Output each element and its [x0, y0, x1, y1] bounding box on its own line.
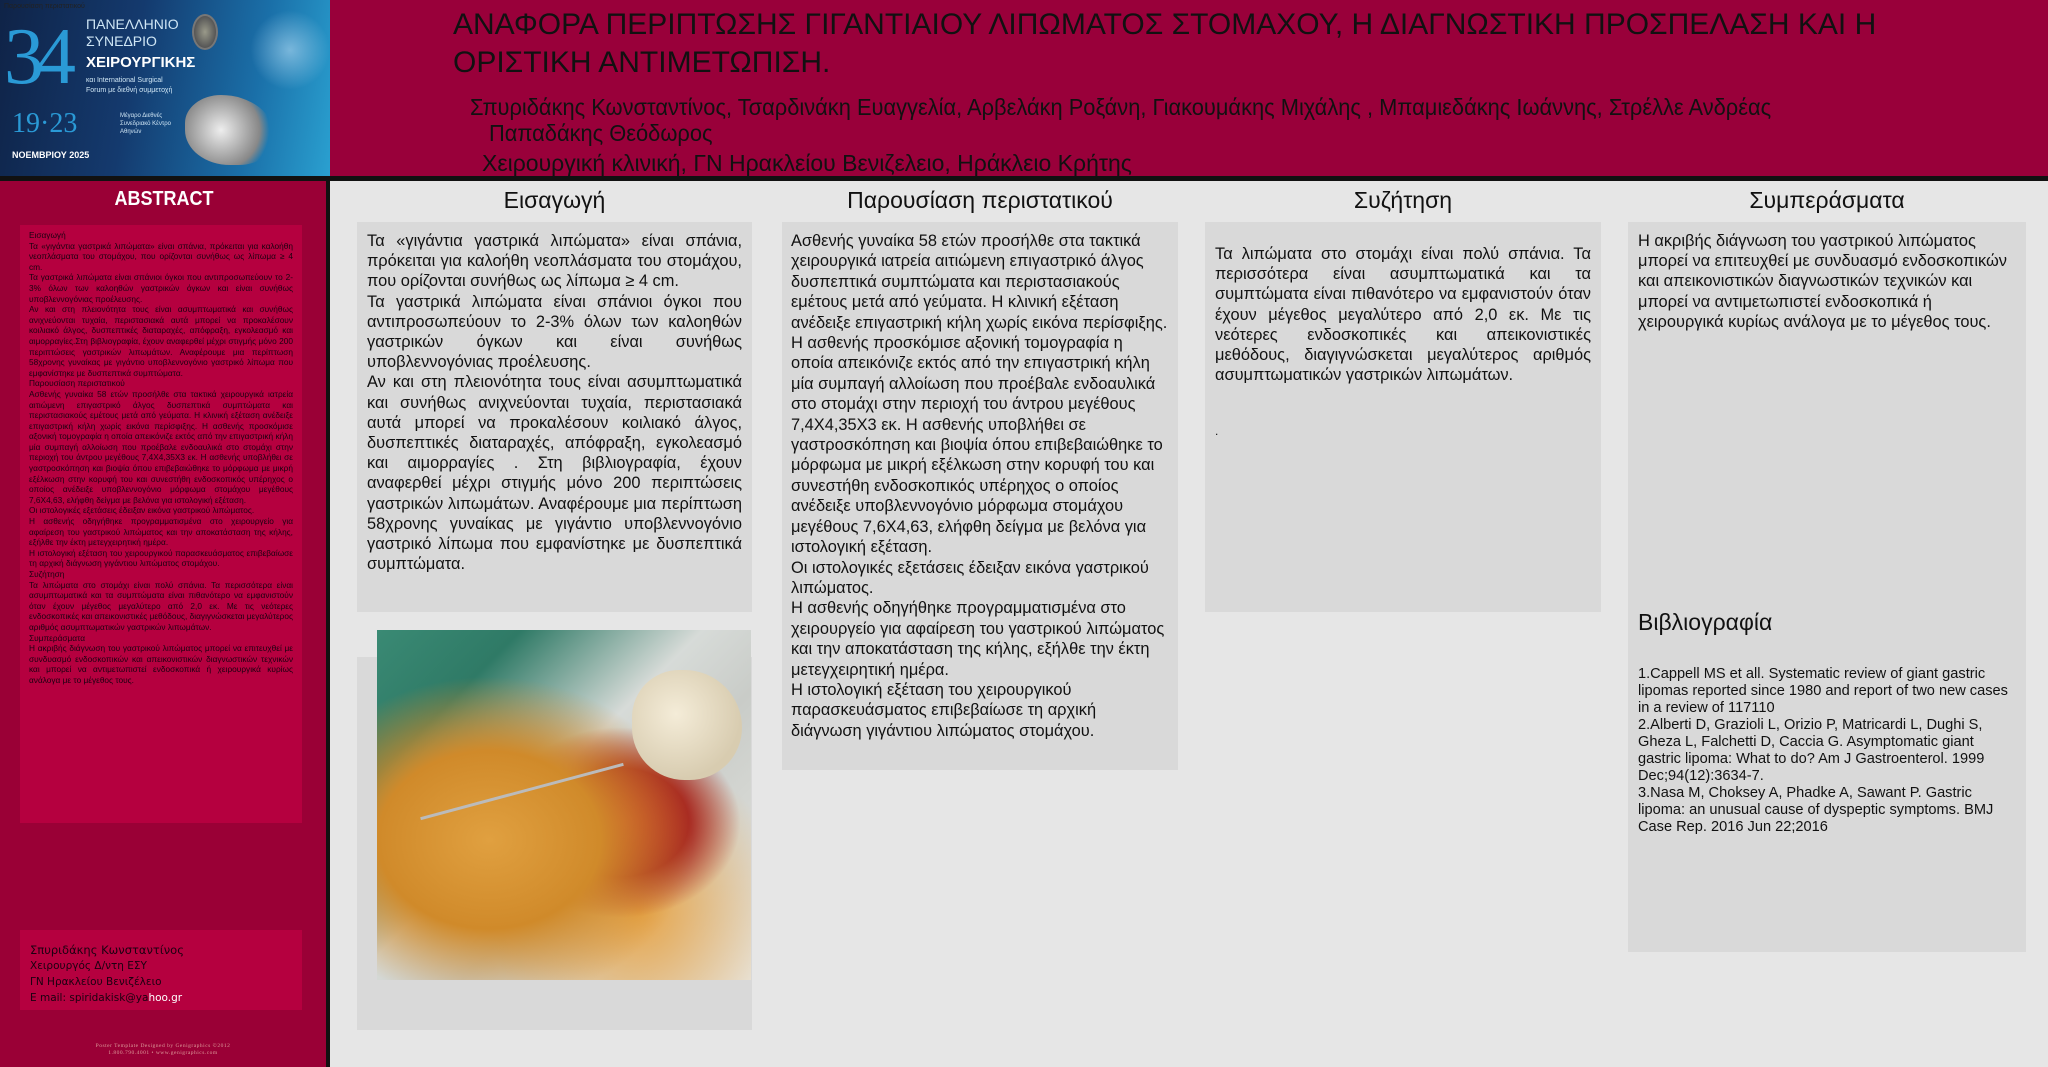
- conference-banner-logo: [0, 0, 330, 176]
- conclusions-panel: [1628, 222, 2026, 952]
- abstract-box: [20, 225, 302, 823]
- abstract-paragraph: Αν και στη πλειονότητα τους είναι ασυμπτωματικά και συνήθως ανιχνεύονται τυχαία, περιστασιακά αυτά μπορεί να προκαλέσουν κοιλιακό άλγος, δυσπεπτικές διαταραχές, απόφραξη, εγκολεασμό και αιμορραγίες.Στη βιβλιογραφία, έχουν αναφερθεί μέχρι στιγμής μόνο 200 περιπτώσεις γαστρικών λιπωμάτων. Αναφέρουμε μια περίπτωση 58χρονης γυναίκας με γιγάντιο υποβλεννογόνιο γαστρικό λίπωμα που εμφανίστηκε με δυσπεπτικά συμπτώματα.: [29, 304, 293, 378]
- sidebar-divider: [326, 181, 330, 1067]
- abstract-paragraph: Εισαγωγή: [29, 230, 66, 240]
- reference-item: 3.Nasa M, Choksey A, Phadke A, Sawant P. Gastric lipoma: an unusual cause of dyspeptic symptoms. BMJ Case Rep. 2016 Jun 22;2016: [1638, 785, 1994, 835]
- abstract-paragraph: Παρουσίαση περιστατικού: [29, 378, 125, 389]
- intro-paragraph: Τα «γιγάντια γαστρικά λιπώματα» είναι σπάνια, πρόκειται για καλοήθη νεοπλάσματα του στομάχου, που ορίζονται συνήθως ως λίπωμα ≥ 4 cm.: [367, 232, 742, 291]
- case-paragraph: Ασθενής γυναίκα 58 ετών προσήλθε στα τακτικά χειρουργικά ιατρεία αιτιώμενη επιγαστρικό άλγος δυσπεπτικά συμπτώματα και περιστασιακούς εμέτους μετά από γεύματα. Η κλινική εξέταση ανέδειξε επιγαστρική κήλη χωρίς εικόνα περίσφιξης. Η ασθενής προσκόμισε αξονική τομογραφία η οποία απεικόνιζε εκτός από την επιγαστρική κήλη μία συμπαγή αλλοίωση που προέβαλε ενδοαυλικά στο στομάχι στην περιοχή του άντρου μεγέθους 7,4Χ4,35Χ3 εκ. Η ασθενής υποβλήθει σε γαστροσκόπηση και βιοψία όπου επιβεβαιώθηκε το μόρφωμα με μικρή εξέλκωση στην κορυφή του και συνεστήθη ενδοσκοπικός υπέρηχος ο οποίος ανέδειξε υποβλεννογόνιο μόρφωμα στομάχου μεγέθους 7,6Χ4,63, ελήφθη δείγμα με βελόνα για ιστολογική εξέταση.: [791, 232, 1168, 557]
- discussion-paragraph: Τα λιπώματα στο στομάχι είναι πολύ σπάνια. Τα περισσότερα είναι ασυμπτωματικά και τα συμπτώματα είναι πιθανότερο να εμφανιστούν όταν έχουν μέγεθος μεγαλύτερο από 2,0 εκ. Με τις νεότερες ενδοσκοπικές και απεικονιστικές μεθόδους, διαγιγνώσκεται μεγαλύτερος αριθμός ασυμπτωματικών γαστρικών λιπωμάτων.: [1215, 245, 1591, 385]
- contact-email[interactable]: E mail: spiridakisk@yahoo.gr: [30, 992, 183, 1004]
- case-paragraph: Η ιστολογική εξέταση του χειρουργικού παρασκευάσματος επιβεβαίωσε τη αρχική διάγνωση γιγάντιου λιπώματος στομάχου.: [791, 680, 1097, 740]
- poster-title: ΑΝΑΦΟΡΑ ΠΕΡΙΠΤΩΣΗΣ ΓΙΓΑΝΤΙΑΙΟΥ ΛΙΠΩΜΑΤΟΣ ΣΤΟΜΑΧΟΥ, Η ΔΙΑΓΝΩΣΤΙΚΗ ΠΡΟΣΠΕΛΑΣΗ ΚΑΙ Η ΟΡΙΣΤΙΚΗ ΑΝΤΙΜΕΤΩΠΙΣΗ.: [453, 8, 1877, 79]
- digital-hand-graphic: [250, 10, 330, 90]
- conclusions-heading: Συμπεράσματα: [1749, 187, 1905, 213]
- references-list: [1638, 666, 2016, 836]
- abstract-paragraph: Η ιστολογική εξέταση του χειρουργικού παρασκευάσματος επιβεβαίωσε τη αρχική διάγνωση γιγάντιου λιπώματος στομάχου.: [29, 547, 293, 569]
- contact-hospital: ΓΝ Ηρακλείου Βενιζέλειο: [30, 976, 162, 988]
- intro-paragraph: Αν και στη πλειονότητα τους είναι ασυμπτωματικά και συνήθως ανιχνεύονται τυχαία, περιστασιακά αυτά μπορεί να προκαλέσουν κοιλιακό άλγος, δυσπεπτικές διαταραχές, απόφραξη, εγκολεασμό και αιμορραγίες . Στη βιβλιογραφία, έχουν αναφερθεί μέχρι στιγμής μόνο 200 περιπτώσεις γαστρικών λιπωμάτων. Αναφέρουμε μια περίπτωση 58χρονης γυναίκας με γιγάντιο υποβλεννογόνιο γαστρικό λίπωμα που εμφανίστηκε με δυσπεπτικά συμπτώματα.: [367, 373, 742, 574]
- case-paragraph: Οι ιστολογικές εξετάσεις έδειξαν εικόνα γαστρικού λιπώματος.: [791, 558, 1149, 597]
- contact-box: [20, 930, 302, 1010]
- abstract-paragraph: Η ακριβής διάγνωση του γαστρικού λιπώματος μπορεί να επιτευχθεί με συνδυασμό ενδοσκοπικών και απεικονιστικών διαγνωστικών τεχνικών και μπορεί να αντιμετωπιστεί ενδοσκοπικά ή χειρουργικά κυρίως ανάλογα με το μέγεθος τους.: [29, 643, 293, 685]
- abstract-paragraph: Οι ιστολογικές εξετάσεις έδειξαν εικόνα γαστρικού λιπώματος.: [29, 505, 255, 516]
- contact-role: Χειρουργός Δ/ντη ΕΣΥ: [30, 960, 147, 972]
- case-panel: [782, 222, 1178, 770]
- banner-overlay-text: Παρουσίαση περιστατικού: [4, 3, 85, 10]
- references-heading: Βιβλιογραφία: [1638, 609, 1773, 635]
- affiliation: Χειρουργική κλινική, ΓΝ Ηρακλείου Βενιζελειο, Ηράκλειο Κρήτης: [482, 150, 1132, 176]
- case-paragraph: Η ασθενής οδηγήθηκε προγραμματισμένα στο χειρουργείο για αφαίρεση του γαστρικού λιπώματος και την αποκατάσταση της κήλης, εξήλθε την έκτη μετεγχειρητική ημέρα.: [791, 599, 1165, 679]
- discussion-heading: Συζήτηση: [1353, 187, 1453, 213]
- congress-line1: ΠΑΝΕΛΛΗΝΙΟ ΣΥΝΕΔΡΙΟ: [86, 16, 179, 49]
- intro-heading: Εισαγωγή: [503, 187, 606, 213]
- congress-number: 34: [4, 13, 68, 101]
- congress-month: ΝΟΕΜΒΡΙΟΥ 2025: [12, 150, 90, 160]
- congress-line3: και International Surgical Forum με διεθνή συμμετοχή: [86, 77, 173, 94]
- authors-line2: Παπαδάκης Θεόδωρος: [489, 120, 713, 146]
- abstract-paragraph: Τα «γιγάντια γαστρικά λιπώματα» είναι σπάνια, πρόκειται για καλοήθη νεοπλάσματα του στομάχου, που ορίζονται συνήθως ως λίπωμα ≥ 4 cm.: [29, 240, 293, 272]
- intro-panel: [357, 222, 752, 612]
- intro-paragraph: Τα γαστρικά λιπώματα είναι σπάνιοι όγκοι που αντιπροσωπεύουν το 2-3% όλων των καλοηθών γαστρικών όγκων και είναι συνήθως υποβλεννογόνιας προέλευσης.: [367, 292, 742, 372]
- abstract-paragraph: Τα γαστρικά λιπώματα είναι σπάνιοι όγκοι που αντιπροσωπεύουν το 2-3% όλων των καλοηθών γαστρικών όγκων και είναι συνήθως υποβλεννογόνιας προέλευσης.: [29, 272, 293, 304]
- congress-line2: ΧΕΙΡΟΥΡΓΙΚΗΣ: [86, 54, 196, 71]
- surgical-photo: [377, 630, 751, 980]
- discussion-panel: [1205, 222, 1601, 612]
- abstract-paragraph: Συζήτηση: [29, 569, 65, 579]
- case-heading: Παρουσίαση περιστατικού: [847, 187, 1113, 213]
- society-seal-icon: [192, 14, 218, 50]
- abstract-paragraph: Συμπεράσματα: [29, 632, 86, 643]
- stray-dot: .: [1215, 424, 1219, 439]
- congress-venue: Μέγαρο Διεθνές Συνεδριακό Κέντρο Αθηνών: [120, 113, 171, 135]
- reference-item: 1.Cappell MS et all. Systematic review of giant gastric lipomas reported since 1980 and report of two new cases in a review of 117110: [1638, 666, 2008, 716]
- reference-item: 2.Alberti D, Grazioli L, Orizio P, Matricardi L, Dughi S, Gheza L, Falchetti D, Caccia G. Asymptomatic giant gastric lipoma: What to do? Am J Gastroenterol. 1999 Dec;94(12):3634-7.: [1638, 717, 1985, 784]
- robot-hand-graphic: [185, 95, 275, 165]
- conclusions-paragraph: Η ακριβής διάγνωση του γαστρικού λιπώματος μπορεί να επιτευχθεί με συνδυασμό ενδοσκοπικών και απεικονιστικών διαγνωστικών τεχνικών και μπορεί να αντιμετωπιστεί ενδοσκοπικά ή χειρουργικά κυρίως ανάλογα με το μέγεθος τους.: [1638, 232, 2007, 331]
- abstract-paragraph: Τα λιπώματα στο στομάχι είναι πολύ σπάνια. Τα περισσότερα είναι ασυμπτωματικά και τα συμπτώματα είναι πιθανότερο να εμφανιστούν όταν έχουν μέγεθος μεγαλύτερο από 2,0 εκ. Με τις νεότερες ενδοσκοπικές και απεικονιστικές μεθόδους, διαγιγνώσκεται μεγαλύτερος αριθμός ασυμπτωματικών γαστρικών λιπωμάτων.: [29, 579, 293, 632]
- abstract-paragraph: Ασθενής γυναίκα 58 ετών προσήλθε στα τακτικά χειρουργικά ιατρεία αιτιώμενη επιγαστρικό άλγος δυσπεπτικά συμπτώματα και περιστασιακούς εμέτους μετά από γεύματα. Η κλινική εξέταση ανέδειξε επιγαστρική κήλη χωρίς εικόνα περίσφιξης. Η ασθενής προσκόμισε αξονική τομογραφία η οποία απεικόνιζε εκτός από την επιγαστρική κήλη μία συμπαγή αλλοίωση που προέβαλε ενδοαυλικά στο στομάχι στην περιοχή του άντρου μεγέθους 7,4Χ4,35Χ3 εκ. Η ασθενής υποβλήθει σε γαστροσκόπηση και βιοψία όπου επιβεβαιώθηκε το μόρφωμα με μικρή εξέλκωση στην κορυφή του και συνεστήθη ενδοσκοπικός υπέρηχος ο οποίος ανέδειξε υποβλεννογόνιο μόρφωμα στομάχου μεγέθους 7,6Χ4,63, ελήφθη δείγμα με βελόνα για ιστολογική εξέταση.: [29, 388, 293, 505]
- contact-name: Σπυριδάκης Κωνσταντίνος: [30, 943, 184, 957]
- instrument-graphic: [420, 763, 624, 820]
- congress-dates: 19·23: [12, 108, 78, 139]
- authors-line1: Σπυριδάκης Κωνσταντίνος, Τσαρδινάκη Ευαγγελία, Αρβελάκη Ροξάνη, Γιακουμάκης Μιχάλης , Μπαμιεδάκης Ιωάννης, Στρέλλε Ανδρέας: [470, 94, 1772, 120]
- template-credit: Poster Template Designed by Genigraphics ©2012 1.800.790.4001 • www.genigraphics.com: [95, 1043, 231, 1056]
- abstract-heading: ABSTRACT: [114, 188, 214, 210]
- abstract-paragraph: Η ασθενής οδηγήθηκε προγραμματισμένα στο χειρουργείο για αφαίρεση του γαστρικού λιπώματος και την αποκατάσταση της κήλης, εξήλθε την έκτη μετεγχειρητική ημέρα.: [29, 516, 293, 548]
- authors: [470, 94, 1771, 146]
- glove-graphic: [632, 670, 742, 780]
